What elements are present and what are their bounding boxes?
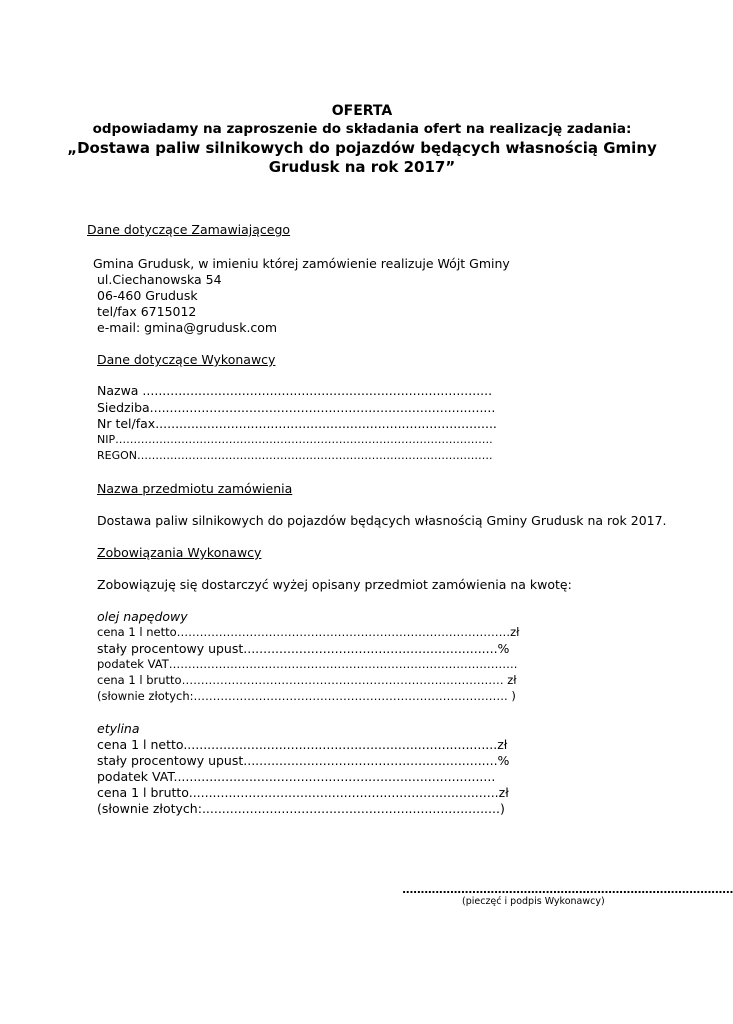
petrol-net-price: cena 1 l netto...............................................................................zł (97, 737, 508, 752)
employer-postcode: 06-460 Grudusk (97, 288, 198, 303)
diesel-gross-price: cena 1 l brutto………………………………………………………………………… zł (97, 673, 517, 687)
employer-address: ul.Ciechanowska 54 (97, 272, 222, 287)
obligations-text: Zobowiązuję się dostarczyć wyżej opisany przedmiot zamówienia na kwotę: (97, 577, 572, 592)
employer-email: e-mail: gmina@grudusk.com (97, 320, 278, 335)
employer-line: Gmina Grudusk, w imieniu której zamówienie realizuje Wójt Gminy (93, 256, 510, 271)
contractor-heading: Dane dotyczące Wykonawcy (97, 352, 276, 367)
petrol-amount-in-words: (słownie złotych:...........................................................................) (97, 801, 505, 816)
diesel-net-price: cena 1 l netto……………………………………………………………………………zł (97, 625, 520, 639)
diesel-label: olej napędowy (97, 609, 188, 624)
document-title: OFERTA (331, 103, 393, 119)
petrol-label: etylina (97, 721, 140, 736)
contractor-phone-field: Nr tel/fax...................................................................................... (97, 416, 497, 431)
petrol-gross-price: cena 1 l brutto..............................................................................zł (97, 785, 509, 800)
contractor-nip-field: NIP…………………………………………………………………………………………. (97, 433, 493, 446)
signature-caption: (pieczęć i podpis Wykonawcy) (462, 896, 605, 907)
contractor-regon-field: REGON……………………………………………………………………………………. (97, 449, 493, 462)
employer-heading: Dane dotyczące Zamawiającego (87, 222, 291, 237)
diesel-vat: podatek VAT………………………………………………………………………………. (97, 657, 518, 671)
subject-heading: Nazwa przedmiotu zamówienia (97, 481, 293, 496)
subject-text: Dostawa paliw silnikowych do pojazdów będących własnością Gminy Grudusk na rok 2017. (97, 513, 667, 528)
task-title-line2: Grudusk na rok 2017” (268, 158, 456, 176)
document-subtitle: odpowiadamy na zaproszenie do składania ofert na realizację zadania: (92, 121, 632, 137)
contractor-name-field: Nazwa ........................................................................................ (97, 383, 493, 398)
contractor-seat-field: Siedziba....................................................................................... (97, 400, 496, 415)
diesel-amount-in-words: (słownie złotych:………………………………………………………………………. ) (97, 689, 516, 703)
task-title-line1: „Dostawa paliw silnikowych do pojazdów będących własnością Gminy (67, 139, 657, 157)
employer-phone: tel/fax 6715012 (97, 304, 197, 319)
obligations-heading: Zobowiązania Wykonawcy (97, 545, 262, 560)
signature-line: .......................................................................................... (402, 883, 733, 896)
petrol-vat: podatek VAT................................................................................. (97, 769, 496, 784)
diesel-discount: stały procentowy upust................................................................% (97, 641, 510, 656)
petrol-discount: stały procentowy upust................................................................% (97, 753, 510, 768)
